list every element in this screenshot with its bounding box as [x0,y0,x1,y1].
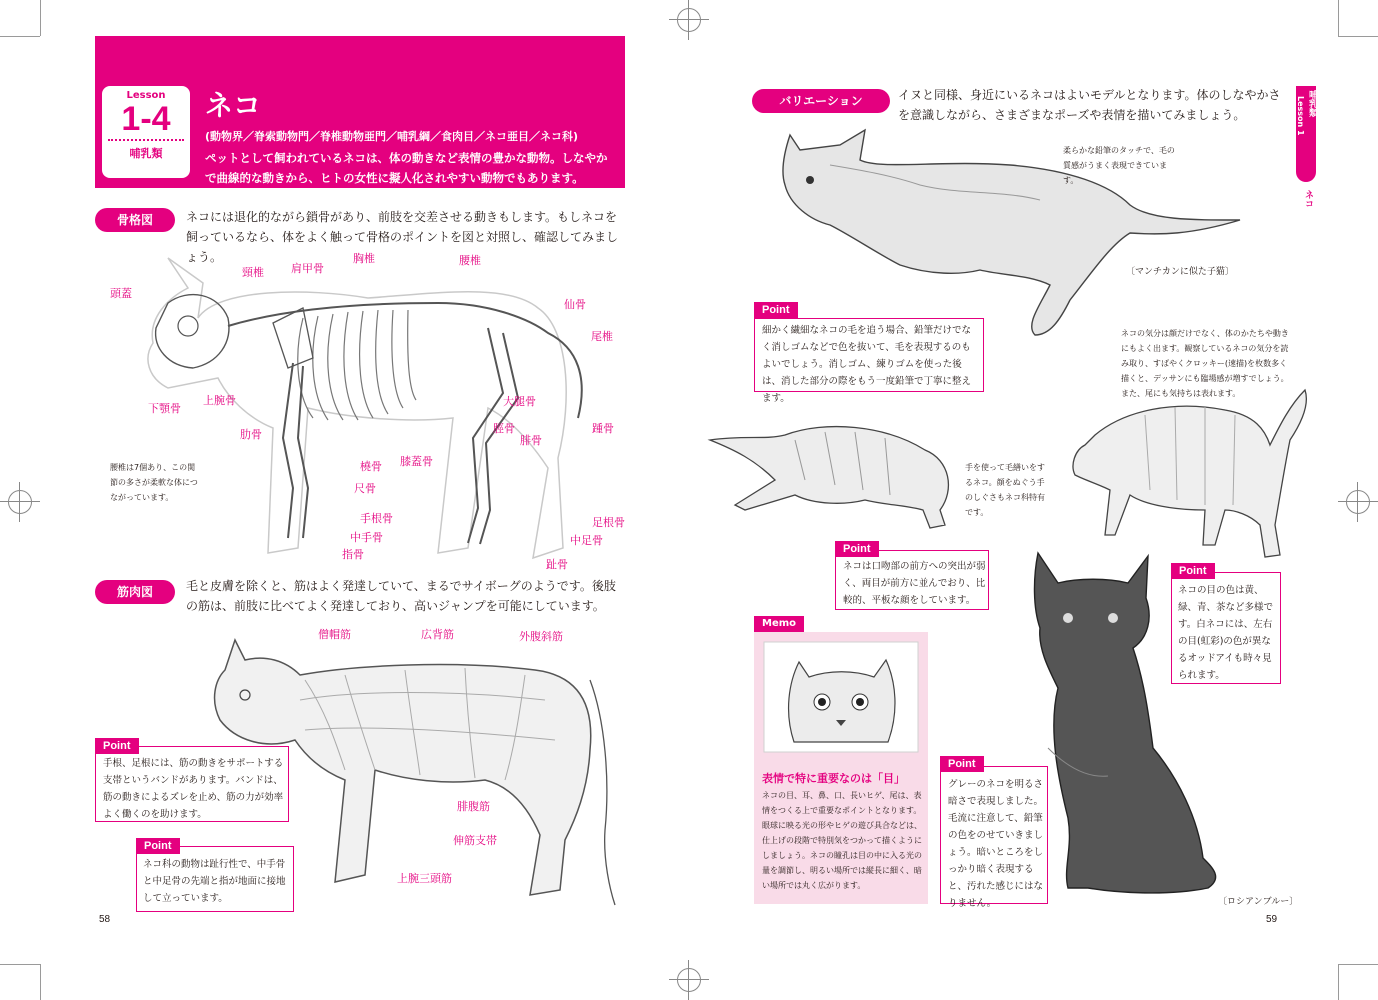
label-skull: 頭蓋 [110,287,132,300]
memo-text: ネコの目、耳、鼻、口、長いヒゲ、尾は、表情をつくる上で重要なポイントとなります。眼球に映る光の形やヒゲの遊び具合などは、仕上げの段階で特別気をつかって描くようにしましょう。ネコの瞳孔は目の中に入る光の量を調節し、明るい場所では縦長に細く、暗い場所では丸く広がります。 [762,791,922,890]
label-fibula: 腓骨 [520,434,542,447]
note-mood: ネコの気分は顔だけでなく、体のかたちや動きにもよく出ます。観察しているネコの気分を読み取り、すばやくクロッキー(速描)を枚数多く描くと、デッサンにも臨場感が増すでしょう。また、尾にも気持ちは表れます。 [1121,329,1289,398]
crop-mark [1338,36,1378,37]
label-mandible: 下顎骨 [148,402,181,415]
note-pencil-touch: 柔らかな鉛筆のタッチで、毛の質感がうまく表現できています。 [1063,146,1175,185]
page-number-left: 58 [99,914,111,925]
side-tab-lesson: Lesson 1 [1296,96,1305,136]
crop-mark [0,964,40,965]
skeleton-text: ネコには退化的ながら鎖骨があり、前肢を交差させる動きもします。もしネコを飼っているなら、体をよく触って骨格のポイントを図と対照し、確認してみましょう。 [186,210,619,264]
point-text: 細かく繊細なネコの毛を追う場合、鉛筆だけでなく消しゴムなどで色を抜いて、毛を表現するのもよいでしょう。消しゴム、練りゴムを使った後は、消した部分の際をもう一度鉛筆で丁寧に整えます。 [762,325,972,404]
crop-mark [40,964,41,1000]
point-text: グレーのネコを明るさ暗さで表現しました。毛流に注意して、鉛筆の色をのせていきましょう。暗いところをしっかり暗く表現すると、汚れた感じにはなりません。 [948,779,1044,909]
lesson-category: 哺乳類 [129,147,163,160]
label-ulna: 尺骨 [354,482,376,495]
point-text: ネコ科の動物は趾行性で、中手骨と中足骨の先端と指が地面に接地して立っています。 [143,859,286,904]
label-tarsals: 足根骨 [592,516,625,529]
point-tag: Point [754,302,798,318]
taxonomy: (動物界／脊索動物門／脊椎動物亜門／哺乳綱／食肉目／ネコ亜目／ネコ科) [205,130,579,143]
registration-mark [1338,482,1378,522]
point-tag: Point [835,541,879,557]
label-latissimus: 広背筋 [421,628,454,641]
point-tag: Point [940,756,984,772]
crop-mark [0,36,40,37]
cat-russian-blue-illustration [1028,548,1228,898]
label-gastrocnemius: 腓腹筋 [457,800,490,813]
label-thoracic: 胸椎 [353,252,375,265]
label-radius: 橈骨 [360,460,382,473]
label-cervical: 頸椎 [242,266,264,279]
label-patella: 膝蓋骨 [400,455,433,468]
lesson-badge [102,86,190,178]
label-toe-bones: 趾骨 [546,558,568,571]
registration-mark [669,0,709,40]
note-grooming: 手を使って毛繕いをするネコ。顔をぬぐう手のしぐさもネコ科特有です。 [965,463,1045,517]
memo-title: 表情で特に重要なのは「目」 [762,772,905,785]
label-lumbar: 腰椎 [459,254,481,267]
lesson-number: 1-4 [121,100,171,138]
point-tag: Point [136,838,180,854]
label-humerus: 上腕骨 [203,394,236,407]
point-text: ネコは口吻部の前方への突出が弱く、両目が前方に並んでおり、比較的、平板な顔をしています。 [843,561,986,606]
label-femur: 大腿骨 [503,395,536,408]
intro-text: ペットとして飼われているネコは、体の動きなど表情の豊かな動物。しなやかで曲線的な動きから、ヒトの女性に擬人化されやすい動物でもあります。 [205,151,608,185]
label-extensor-retinaculum: 伸筋支帯 [453,834,497,847]
cat-arching-illustration [1065,385,1320,560]
muscle-heading: 筋肉図 [95,580,175,604]
crop-mark [40,0,41,36]
label-phalanges: 指骨 [342,548,364,561]
caption-munchkin: 〔マンチカンに似た子猫〕 [1126,267,1234,277]
label-scapula: 肩甲骨 [291,262,324,275]
registration-mark [0,482,40,522]
label-external-oblique: 外腹斜筋 [519,630,563,643]
label-metacarpals: 中手骨 [350,531,383,544]
label-tibia: 脛骨 [493,422,515,435]
point-text: 手根、足根には、筋の動きをサポートする支帯というバンドがあります。バンドは、筋の動きによるズレを止め、筋の力が効率よく働くのを助けます。 [103,758,284,820]
label-sacrum: 仙骨 [564,298,586,311]
label-carpals: 手根骨 [360,512,393,525]
crop-mark [1338,0,1339,36]
label-calcaneus: 踵骨 [592,422,614,435]
memo-tag: Memo [754,616,804,632]
side-tab-name: ネコ [1303,190,1313,208]
muscle-text: 毛と皮膚を除くと、筋はよく発達していて、まるでサイボーグのようです。後肢の筋は、前肢に比べてよく発達しており、高いジャンプを可能にしています。 [186,579,616,613]
point-tag: Point [95,738,139,754]
label-triceps: 上腕三頭筋 [397,872,452,885]
label-trapezius: 僧帽筋 [318,628,351,641]
variation-heading: バリエーション [752,89,890,113]
label-metatarsals: 中足骨 [570,534,603,547]
crop-mark [1338,964,1339,1000]
registration-mark [669,960,709,1000]
lumbar-note: 腰椎は7個あり、この関節の多さが柔軟な体につながっています。 [110,463,198,502]
memo-cat-face-illustration [764,642,918,752]
skeleton-heading: 骨格図 [95,208,175,232]
side-tab-label: 哺乳類 [1307,90,1317,117]
crop-mark [1338,964,1378,965]
page-number-right: 59 [1266,914,1278,925]
label-caudal: 尾椎 [591,330,613,343]
label-rib: 肋骨 [240,428,262,441]
point-text: ネコの目の色は黄、緑、青、茶など多様です。白ネコには、左右の目(虹彩)の色が異なるオッドアイも時々見られます。 [1178,585,1274,681]
point-tag: Point [1171,563,1215,579]
variation-text: イヌと同様、身近にいるネコはよいモデルとなります。体のしなやかさを意識しながら、さまざまなポーズや表情を描いてみましょう。 [898,88,1281,122]
page-title: ネコ [205,89,262,122]
lesson-label: Lesson [126,90,166,101]
divider [108,139,184,141]
cat-grooming-illustration [705,410,960,530]
caption-russian-blue: 〔ロシアンブルー〕 [1218,897,1299,907]
